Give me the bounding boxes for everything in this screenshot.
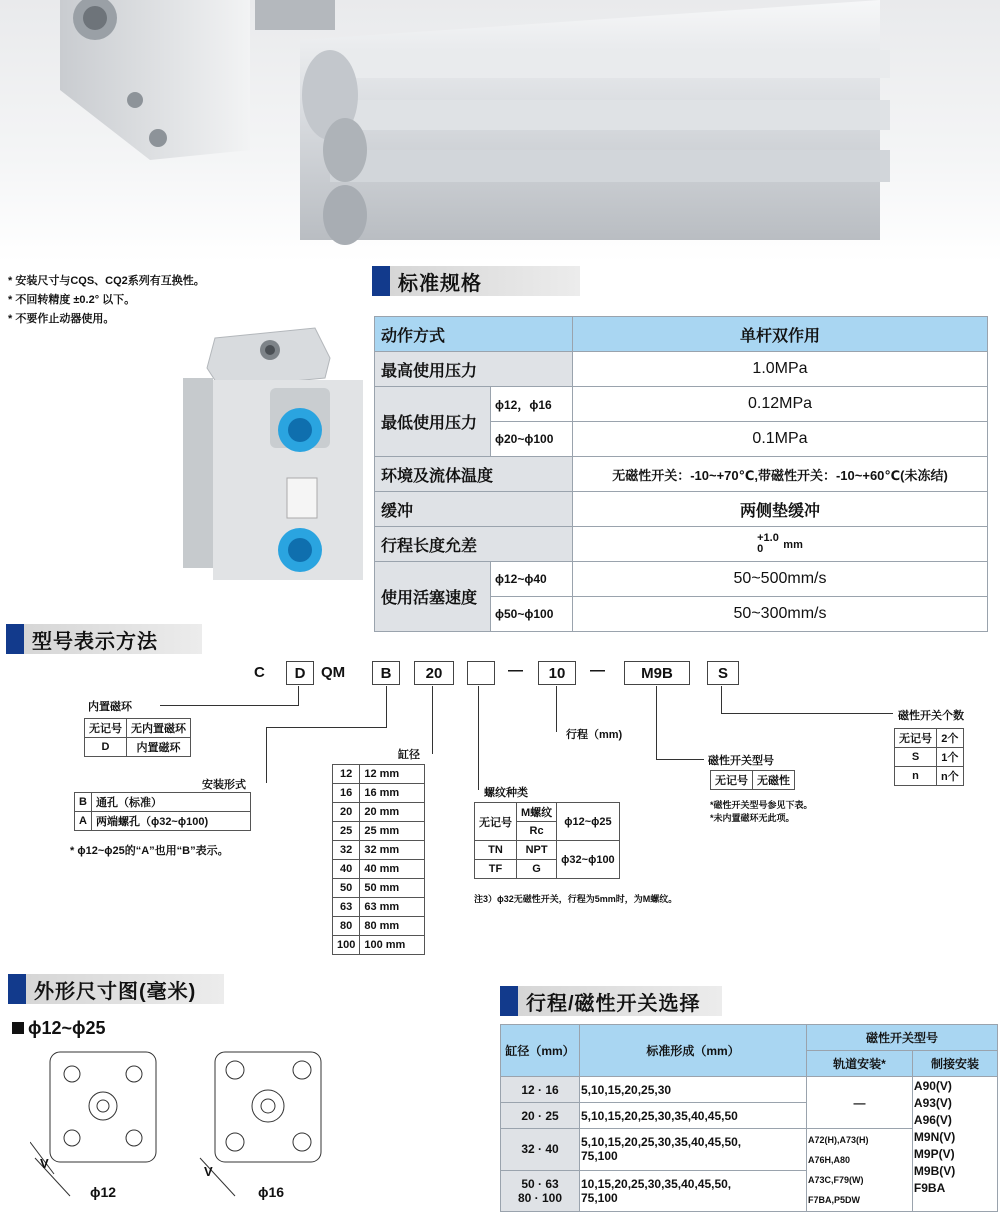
stroke-cell bbox=[580, 1129, 807, 1171]
code-d-box: D bbox=[286, 661, 314, 685]
connector-line bbox=[721, 686, 722, 714]
cell: 100 mm bbox=[360, 936, 425, 955]
cell: 32 mm bbox=[360, 841, 425, 860]
section-title: 外形尺寸图(毫米) bbox=[34, 980, 197, 1003]
bore-cell: 20 · 25 bbox=[501, 1103, 580, 1129]
cell: B bbox=[75, 793, 92, 812]
connector-line bbox=[432, 686, 433, 754]
stroke-line: 5,10,15,20,25,30,35,40,45,50, bbox=[581, 1135, 742, 1150]
bore-table bbox=[332, 764, 425, 955]
cell: 80 mm bbox=[360, 917, 425, 936]
spec-label: 动作方式 bbox=[375, 317, 573, 352]
bore-cell bbox=[501, 1170, 580, 1212]
section-mark bbox=[372, 266, 390, 296]
cell: 两端螺孔（ϕ32~ϕ100) bbox=[91, 812, 250, 831]
section-dims-header bbox=[8, 974, 224, 1004]
switch-model: M9B(V) bbox=[913, 1164, 956, 1178]
spec-label: 环境及流体温度 bbox=[375, 457, 573, 492]
magnet-table bbox=[84, 718, 191, 757]
spec-row bbox=[375, 562, 988, 597]
connector-line bbox=[298, 686, 299, 706]
spec-value: 0.1MPa bbox=[573, 422, 988, 457]
col-header: 标准形成（mm） bbox=[580, 1025, 807, 1077]
switch-model: F9BA bbox=[913, 1181, 946, 1195]
bore-line: 50 · 63 bbox=[521, 1176, 559, 1191]
section-model-header bbox=[6, 624, 202, 654]
direct-cell bbox=[912, 1077, 997, 1212]
cell: 20 mm bbox=[360, 803, 425, 822]
stroke-cell: 5,10,15,20,25,30,35,40,45,50 bbox=[580, 1103, 807, 1129]
connector-line bbox=[656, 759, 704, 760]
spec-label: 缓冲 bbox=[375, 492, 573, 527]
spec-value: 两侧垫缓冲 bbox=[573, 492, 988, 527]
cell: 无记号 bbox=[895, 729, 937, 748]
cell: 无磁性 bbox=[753, 771, 795, 790]
connector-line bbox=[478, 686, 479, 790]
bore-row bbox=[333, 803, 425, 822]
mount-title: 安装形式 bbox=[202, 779, 246, 791]
code-thread-box bbox=[467, 661, 495, 685]
spec-label: 使用活塞速度 bbox=[375, 562, 491, 632]
spec-value bbox=[573, 527, 988, 562]
cell: 50 mm bbox=[360, 879, 425, 898]
switch-note: *未内置磁环无此项。 bbox=[710, 813, 795, 823]
bore-line: 80 · 100 bbox=[517, 1190, 563, 1205]
count-table bbox=[894, 728, 964, 786]
switch-model: A76H,A80 bbox=[808, 1155, 851, 1165]
mount-table bbox=[74, 792, 251, 831]
cell: 无记号 bbox=[711, 771, 753, 790]
stroke-switch-table bbox=[500, 1024, 998, 1212]
product-photo bbox=[0, 0, 1000, 262]
switch-note: *磁性开关型号参见下表。 bbox=[710, 800, 813, 810]
cell: TF bbox=[475, 860, 517, 879]
rail-cell bbox=[807, 1129, 913, 1212]
mount-note: * ϕ12~ϕ25的“A”也用“B”表示。 bbox=[70, 845, 229, 857]
cell: G bbox=[517, 860, 557, 879]
cell: 无记号 bbox=[475, 803, 517, 841]
stroke-cell: 5,10,15,20,25,30 bbox=[580, 1077, 807, 1103]
cell: 40 mm bbox=[360, 860, 425, 879]
thread-table bbox=[474, 802, 620, 879]
spec-row bbox=[375, 387, 988, 422]
spec-label: 最高使用压力 bbox=[375, 352, 573, 387]
cell: 25 mm bbox=[360, 822, 425, 841]
cell: 40 bbox=[333, 860, 360, 879]
code-b-box: B bbox=[372, 661, 400, 685]
code-count-box: S bbox=[707, 661, 739, 685]
bore-row bbox=[333, 879, 425, 898]
switch-model: F7BA,P5DW bbox=[808, 1195, 861, 1205]
rail-cell: — bbox=[807, 1077, 913, 1129]
col-header: 制接安装 bbox=[912, 1051, 997, 1077]
dim-phi16-label: ϕ16 bbox=[258, 1184, 285, 1200]
cylinder-image bbox=[175, 318, 365, 583]
dimension-drawings bbox=[30, 1046, 360, 1200]
thread-note: 注3）ϕ32无磁性开关，行程为5mm时，为M螺纹。 bbox=[474, 894, 678, 904]
switch-model: A90(V) bbox=[913, 1079, 952, 1093]
cell: 16 mm bbox=[360, 784, 425, 803]
section-mark bbox=[6, 624, 24, 654]
bore-row bbox=[333, 898, 425, 917]
feature-item: * 不回转精度 ±0.2° 以下。 bbox=[8, 294, 136, 306]
stroke-line: 10,15,20,25,30,35,40,45,50, bbox=[581, 1176, 732, 1191]
spec-row bbox=[375, 317, 988, 352]
cell: 1个 bbox=[937, 748, 964, 767]
code-dash: — bbox=[508, 662, 523, 679]
cell: A bbox=[75, 812, 92, 831]
switch-model: M9N(V) bbox=[913, 1130, 956, 1144]
bore-row bbox=[333, 765, 425, 784]
connector-line bbox=[266, 727, 387, 728]
connector-line bbox=[556, 686, 557, 732]
cell: TN bbox=[475, 841, 517, 860]
bore-cell: 32 · 40 bbox=[501, 1129, 580, 1171]
cell: 32 bbox=[333, 841, 360, 860]
switch-model: A72(H),A73(H) bbox=[808, 1135, 869, 1145]
spec-label: 行程长度允差 bbox=[375, 527, 573, 562]
section-stroke-header bbox=[500, 986, 722, 1016]
cell: 12 bbox=[333, 765, 360, 784]
cell: 无内置磁环 bbox=[127, 719, 191, 738]
cell: S bbox=[895, 748, 937, 767]
switch-model: M9P(V) bbox=[913, 1147, 955, 1161]
square-bullet-icon bbox=[12, 1022, 24, 1034]
section-mark bbox=[500, 986, 518, 1016]
stroke-line: 75,100 bbox=[581, 1190, 618, 1205]
bore-row bbox=[333, 917, 425, 936]
connector-line bbox=[721, 713, 893, 714]
connector-line bbox=[266, 727, 267, 783]
code-bore-box: 20 bbox=[414, 661, 454, 685]
stroke-label: 行程（mm) bbox=[566, 729, 623, 741]
cell: n bbox=[895, 767, 937, 786]
spec-row bbox=[375, 527, 988, 562]
code-dash: — bbox=[590, 662, 605, 679]
spec-label: 最低使用压力 bbox=[375, 387, 491, 457]
section-title: 型号表示方法 bbox=[32, 630, 158, 653]
cell: 25 bbox=[333, 822, 360, 841]
spec-sub: ϕ12，ϕ16 bbox=[491, 387, 573, 422]
cell: n个 bbox=[937, 767, 964, 786]
spec-sub: ϕ50~ϕ100 bbox=[491, 597, 573, 632]
dim-phi12-label: ϕ12 bbox=[90, 1184, 117, 1200]
section-mark bbox=[8, 974, 26, 1004]
spec-table bbox=[374, 316, 988, 632]
bore-row bbox=[333, 784, 425, 803]
tolerance-upper: +1.0 bbox=[757, 532, 779, 544]
spec-row bbox=[375, 492, 988, 527]
cell: NPT bbox=[517, 841, 557, 860]
tolerance-lower: 0 bbox=[757, 543, 764, 555]
cell: 50 bbox=[333, 879, 360, 898]
switch-title: 磁性开关型号 bbox=[708, 755, 774, 767]
dims-range-label: ϕ12~ϕ25 bbox=[28, 1018, 106, 1038]
switch-model: A73C,F79(W) bbox=[808, 1175, 864, 1185]
cell: 20 bbox=[333, 803, 360, 822]
spec-value: 1.0MPa bbox=[573, 352, 988, 387]
cell: Rc bbox=[517, 822, 557, 841]
cell: 通孔（标准） bbox=[91, 793, 250, 812]
stroke-line: 75,100 bbox=[581, 1149, 618, 1164]
cell: 63 mm bbox=[360, 898, 425, 917]
tolerance-unit: mm bbox=[783, 539, 803, 552]
col-header: 磁性开关型号 bbox=[807, 1025, 998, 1051]
connector-line bbox=[656, 686, 657, 760]
col-header: 缸径（mm） bbox=[501, 1025, 580, 1077]
cell: 内置磁环 bbox=[127, 738, 191, 757]
bore-row bbox=[333, 841, 425, 860]
cell: ϕ32~ϕ100 bbox=[557, 841, 620, 879]
cell: 63 bbox=[333, 898, 360, 917]
spec-value: 单杆双作用 bbox=[573, 317, 988, 352]
spec-value: 50~300mm/s bbox=[573, 597, 988, 632]
bore-row bbox=[333, 822, 425, 841]
cell: 2个 bbox=[937, 729, 964, 748]
cell: ϕ12~ϕ25 bbox=[557, 803, 620, 841]
dim-v-label: V bbox=[204, 1164, 213, 1179]
thread-title: 螺纹种类 bbox=[484, 787, 528, 799]
code-qm: QM bbox=[321, 664, 346, 681]
code-switch-box: M9B bbox=[624, 661, 690, 685]
cell: 80 bbox=[333, 917, 360, 936]
code-c: C bbox=[254, 664, 265, 681]
bore-cell: 12 · 16 bbox=[501, 1077, 580, 1103]
cell: D bbox=[85, 738, 127, 757]
feature-item: * 不要作止动器使用。 bbox=[8, 313, 115, 325]
switch-model: A93(V) bbox=[913, 1096, 952, 1110]
cell: 100 bbox=[333, 936, 360, 955]
cell: M螺纹 bbox=[517, 803, 557, 822]
bore-row bbox=[333, 936, 425, 955]
count-title: 磁性开关个数 bbox=[898, 710, 964, 722]
spec-sub: ϕ12~ϕ40 bbox=[491, 562, 573, 597]
cell: 无记号 bbox=[85, 719, 127, 738]
section-title: 标准规格 bbox=[398, 272, 482, 295]
switch-model: A96(V) bbox=[913, 1113, 952, 1127]
col-header: 轨道安装* bbox=[807, 1051, 913, 1077]
feature-item: * 安装尺寸与CQS、CQ2系列有互换性。 bbox=[8, 275, 205, 287]
spec-sub: ϕ20~ϕ100 bbox=[491, 422, 573, 457]
spec-row bbox=[375, 352, 988, 387]
spec-value: 0.12MPa bbox=[573, 387, 988, 422]
code-stroke-box: 10 bbox=[538, 661, 576, 685]
spec-value: 无磁性开关：-10~+70℃,带磁性开关：-10~+60℃(未冻结) bbox=[573, 457, 988, 492]
switch-table bbox=[710, 770, 795, 790]
cell: 16 bbox=[333, 784, 360, 803]
dim-v-label: V bbox=[40, 1156, 49, 1171]
bore-title: 缸径 bbox=[398, 749, 420, 761]
section-title: 行程/磁性开关选择 bbox=[526, 992, 701, 1015]
spec-row bbox=[375, 457, 988, 492]
section-spec-header bbox=[372, 266, 580, 296]
stroke-cell bbox=[580, 1170, 807, 1212]
cell: 12 mm bbox=[360, 765, 425, 784]
magnet-title: 内置磁环 bbox=[88, 701, 132, 713]
connector-line bbox=[386, 686, 387, 728]
bore-row bbox=[333, 860, 425, 879]
dims-range bbox=[12, 1018, 106, 1039]
spec-value: 50~500mm/s bbox=[573, 562, 988, 597]
connector-line bbox=[160, 705, 299, 706]
